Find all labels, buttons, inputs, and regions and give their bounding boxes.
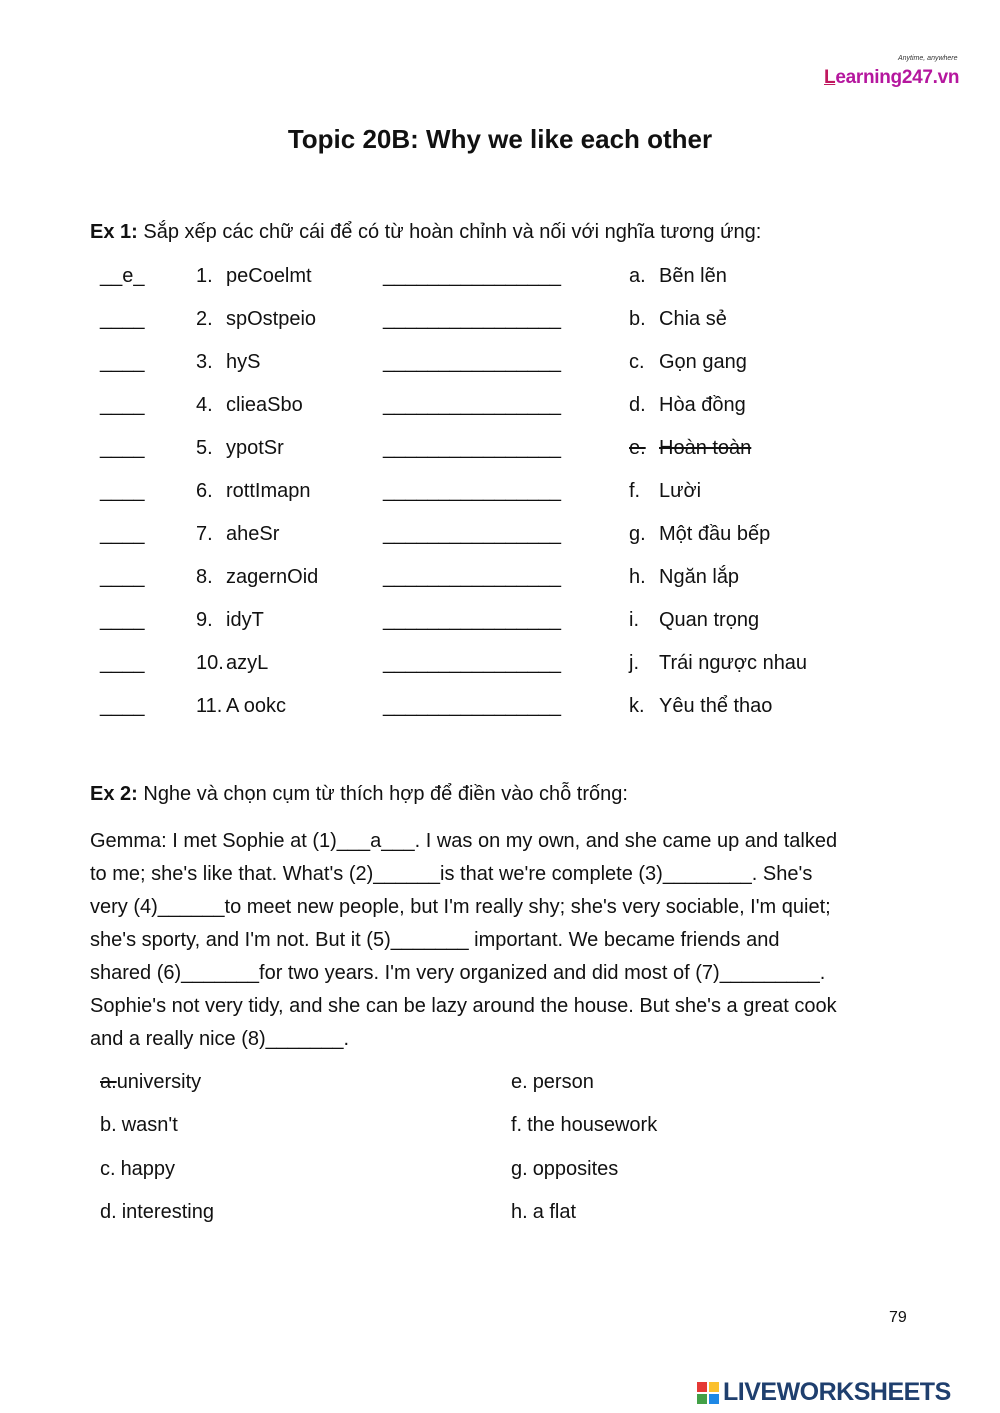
word-blank[interactable]: ________________ — [383, 351, 561, 373]
meaning-text: Yêu thể thao — [659, 695, 773, 717]
scrambled-word: ypotSr — [226, 437, 284, 459]
ex1-label: Ex 1: — [90, 221, 138, 243]
word-blank[interactable]: ________________ — [383, 695, 561, 717]
answer-blank[interactable]: ____ — [100, 351, 145, 373]
option-letter: e. — [511, 1071, 528, 1093]
meaning-text: Gọn gang — [659, 351, 747, 373]
meaning-text: Một đầu bếp — [659, 523, 771, 545]
option-item — [100, 1114, 178, 1137]
meaning-text: Trái ngược nhau — [659, 652, 808, 674]
ex1-row — [0, 437, 1000, 467]
meaning-text: Chia sẻ — [659, 308, 727, 330]
option-item — [511, 1158, 618, 1181]
meaning-letter: e. — [629, 437, 646, 459]
answer-blank[interactable]: ____ — [100, 480, 145, 502]
ex2-instruction-text: Nghe và chọn cụm từ thích hợp để điền vào chỗ trống: — [137, 783, 628, 805]
answer-blank[interactable]: ____ — [100, 652, 145, 674]
item-number: 6. — [196, 480, 213, 502]
word-blank[interactable]: ________________ — [383, 652, 561, 674]
item-number: 3. — [196, 351, 213, 373]
option-letter: b. — [100, 1114, 117, 1136]
scrambled-word: azyL — [226, 652, 269, 674]
ex2-label: Ex 2: — [90, 783, 138, 805]
item-number: 9. — [196, 609, 213, 631]
scrambled-word: spOstpeio — [226, 308, 317, 330]
ex2-instruction — [90, 783, 628, 806]
passage-line: and a really nice (8)_______. — [90, 1028, 350, 1050]
passage-line: to me; she's like that. What's (2)______is that we're complete (3)________. She's — [90, 863, 813, 885]
option-text: the housework — [527, 1114, 658, 1136]
passage-line: she's sporty, and I'm not. But it (5)_______ important. We became friends and — [90, 929, 780, 951]
meaning-letter: c. — [629, 351, 645, 373]
meaning-text: Bẽn lẽn — [659, 265, 727, 287]
scrambled-word: hyS — [226, 351, 261, 373]
option-item — [100, 1201, 214, 1224]
item-number: 11. — [196, 695, 223, 717]
passage-line: Sophie's not very tidy, and she can be lazy around the house. But she's a great cook — [90, 995, 837, 1017]
ex1-instruction — [90, 221, 761, 244]
ex1-row — [0, 566, 1000, 596]
answer-blank[interactable]: ____ — [100, 523, 145, 545]
meaning-letter: h. — [629, 566, 646, 588]
item-number: 10. — [196, 652, 224, 674]
scrambled-word: A ookc — [226, 695, 287, 717]
item-number: 2. — [196, 308, 213, 330]
word-blank[interactable]: ________________ — [383, 437, 561, 459]
logo-tagline: Anytime, anywhere — [898, 55, 958, 62]
meaning-text: Hòa đồng — [659, 394, 746, 416]
passage-line: Gemma: I met Sophie at (1)___a___. I was on my own, and she came up and talked — [90, 830, 838, 852]
answer-blank[interactable]: ____ — [100, 695, 145, 717]
option-item — [100, 1158, 175, 1181]
item-number: 7. — [196, 523, 213, 545]
option-item — [511, 1114, 657, 1137]
option-text: wasn't — [121, 1114, 178, 1136]
answer-blank[interactable]: ____ — [100, 308, 145, 330]
ex1-row — [0, 695, 1000, 725]
word-blank[interactable]: ________________ — [383, 308, 561, 330]
ex1-row — [0, 652, 1000, 682]
meaning-letter: a. — [629, 265, 646, 287]
option-letter: h. — [511, 1201, 528, 1223]
scrambled-word: clieaSbo — [226, 394, 303, 416]
option-letter: d. — [100, 1201, 117, 1223]
word-blank[interactable]: ________________ — [383, 609, 561, 631]
option-letter: c. — [100, 1158, 116, 1180]
page-title: Topic 20B: Why we like each other — [287, 124, 713, 154]
meaning-letter: k. — [629, 695, 645, 717]
meaning-text: Quan trọng — [659, 609, 760, 631]
liveworksheets-brand: LIVEWORKSHEETS — [723, 1378, 951, 1406]
meaning-letter: b. — [629, 308, 646, 330]
meaning-letter: f. — [629, 480, 641, 502]
answer-blank[interactable]: __e_ — [100, 265, 145, 287]
logo-name-rest: earning247.vn — [835, 67, 960, 88]
meaning-text: Ngăn lắp — [659, 566, 740, 588]
ex1-row — [0, 308, 1000, 338]
option-letter: g. — [511, 1158, 528, 1180]
option-text: opposites — [532, 1158, 619, 1180]
option-text: university — [116, 1071, 202, 1093]
option-text: happy — [120, 1158, 176, 1180]
option-item — [511, 1071, 594, 1094]
logo-name-first: L — [824, 67, 836, 88]
ex1-row — [0, 523, 1000, 553]
answer-blank[interactable]: ____ — [100, 609, 145, 631]
scrambled-word: peCoelmt — [226, 265, 312, 287]
scrambled-word: rottImapn — [226, 480, 311, 502]
ex1-row — [0, 351, 1000, 381]
passage-line: very (4)______to meet new people, but I'm really shy; she's very sociable, I'm quiet; — [90, 896, 831, 918]
answer-blank[interactable]: ____ — [100, 394, 145, 416]
answer-blank[interactable]: ____ — [100, 437, 145, 459]
meaning-letter: g. — [629, 523, 646, 545]
scrambled-word: idyT — [226, 609, 264, 631]
option-text: a flat — [532, 1201, 577, 1223]
scrambled-word: zagernOid — [226, 566, 319, 588]
ex2-passage — [90, 825, 900, 1056]
learning247-logo — [820, 55, 970, 95]
word-blank[interactable]: ________________ — [383, 394, 561, 416]
option-letter: a. — [100, 1071, 117, 1093]
meaning-text: Lười — [659, 480, 702, 502]
ex1-row — [0, 265, 1000, 295]
item-number: 8. — [196, 566, 213, 588]
meaning-letter: d. — [629, 394, 646, 416]
meaning-letter: j. — [629, 652, 639, 674]
meaning-text: Hoàn toàn — [659, 437, 752, 459]
passage-line: shared (6)_______for two years. I'm very organized and did most of (7)_________. — [90, 962, 826, 984]
option-letter: f. — [511, 1114, 523, 1136]
liveworksheets-footer — [697, 1380, 997, 1406]
ex1-row — [0, 394, 1000, 424]
ex1-row — [0, 609, 1000, 639]
option-item — [100, 1071, 201, 1094]
ex1-instruction-text: Sắp xếp các chữ cái để có từ hoàn chỉnh và nối với nghĩa tương ứng: — [137, 221, 762, 243]
word-blank[interactable]: ________________ — [383, 523, 561, 545]
word-blank[interactable]: ________________ — [383, 566, 561, 588]
item-number: 4. — [196, 394, 213, 416]
liveworksheets-logo-icon — [697, 1382, 719, 1404]
word-blank[interactable]: ________________ — [383, 480, 561, 502]
item-number: 1. — [196, 265, 213, 287]
page-number: 79 — [889, 1309, 907, 1326]
meaning-letter: i. — [629, 609, 639, 631]
scrambled-word: aheSr — [226, 523, 280, 545]
option-item — [511, 1201, 576, 1224]
answer-blank[interactable]: ____ — [100, 566, 145, 588]
item-number: 5. — [196, 437, 213, 459]
word-blank[interactable]: ________________ — [383, 265, 561, 287]
option-text: person — [532, 1071, 594, 1093]
ex1-row — [0, 480, 1000, 510]
option-text: interesting — [121, 1201, 214, 1223]
logo-name — [824, 67, 959, 89]
